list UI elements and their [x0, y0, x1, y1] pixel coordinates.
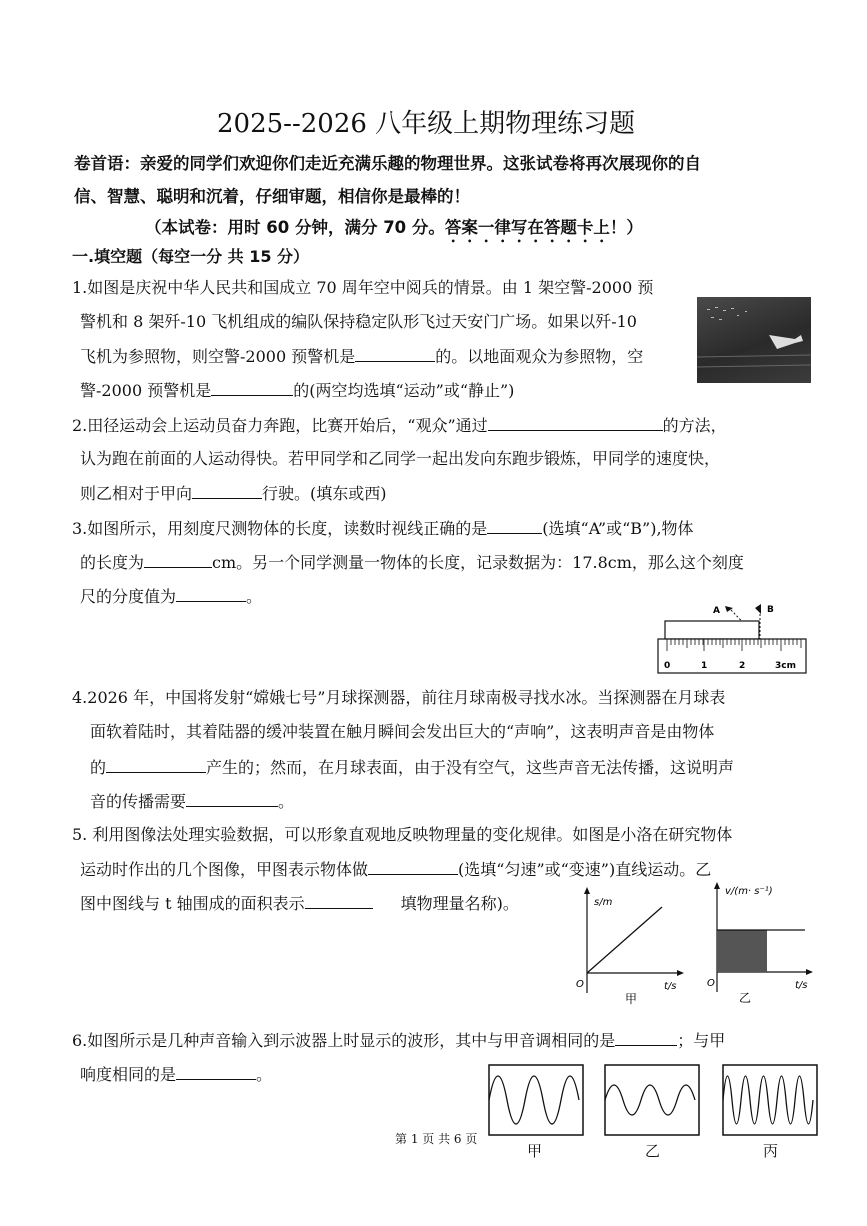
q5-blank-1[interactable]	[368, 859, 458, 875]
q5-text: (选填“匀速”或“变速”)直线运动。乙	[458, 860, 712, 879]
q3-blank-1[interactable]	[487, 518, 542, 534]
q3-line-1	[72, 518, 694, 539]
q4-text: 音的传播需要	[90, 792, 187, 811]
sight-label-b: B	[767, 605, 774, 615]
q2-text: 则乙相对于甲向	[80, 484, 193, 503]
wave-caption-yi: 乙	[645, 1142, 661, 1160]
q6-line-2	[80, 1064, 272, 1085]
x-arrow-icon	[677, 970, 684, 976]
page-title: 2025--2026 八年级上期物理练习题	[217, 109, 636, 139]
graph-yi	[705, 880, 817, 1010]
parade-photo	[697, 297, 811, 383]
oscilloscope-frame	[605, 1065, 699, 1135]
q1-line-1: 1.如图是庆祝中华人民共和国成立 70 周年空中阅兵的情景。由 1 架空警-2000 预	[72, 278, 654, 297]
q3-text: cm。另一个同学测量一物体的长度，记录数据为：17.8cm，那么这个刻度	[212, 553, 744, 572]
shaded-area	[717, 930, 767, 972]
q3-text: 。	[246, 587, 263, 606]
aircraft-formation-icon	[697, 297, 811, 383]
q5-text: 填物理量名称)。	[400, 894, 519, 913]
q1-text: 警-2000 预警机是	[80, 381, 212, 400]
q3-blank-3[interactable]	[176, 586, 246, 602]
q6-blank-1[interactable]	[615, 1030, 677, 1046]
waveform-bing	[722, 1064, 818, 1136]
y-label: v/(m· s⁻¹)	[725, 886, 773, 897]
q3-text: 的长度为	[80, 553, 145, 572]
q1-blank-2[interactable]	[211, 380, 293, 396]
y-arrow-icon	[584, 887, 590, 894]
intro-exam-info: （本试卷：用时 60 分钟，满分 70 分。	[145, 218, 445, 237]
q4-text: 的	[90, 758, 107, 777]
q3-text: 3.如图所示，用刻度尺测物体的长度，读数时视线正确的是	[72, 519, 488, 538]
q1-line-3	[80, 346, 643, 367]
q1-text: 的(两空均选填“运动”或“静止”)	[293, 381, 515, 400]
oscilloscope-frame	[489, 1065, 583, 1135]
x-label: t/s	[664, 981, 677, 992]
wave-caption-bing: 丙	[763, 1142, 779, 1160]
sight-label-a: A	[713, 606, 720, 616]
q5-line-1: 5. 利用图像法处理实验数据，可以形象直观地反映物理量的变化规律。如图是小洛在研究物体	[72, 825, 733, 844]
eye-b-icon	[755, 604, 761, 614]
q5-text: 运动时作出的几个图像，甲图表示物体做	[80, 860, 369, 879]
q5-line-3	[80, 893, 519, 914]
q1-line-2: 警机和 8 架歼-10 飞机组成的编队保持稳定队形飞过天安门广场。如果以歼-10	[80, 312, 637, 331]
q4-blank-2[interactable]	[186, 791, 278, 807]
q1-line-4	[80, 380, 514, 401]
y-arrow-icon	[714, 882, 720, 889]
q3-text: (选填“A”或“B”),物体	[542, 519, 694, 538]
q4-text: 。	[278, 792, 295, 811]
x-label: t/s	[795, 980, 808, 991]
graph-caption: 甲	[625, 992, 638, 1006]
q2-text: 2.田径运动会上运动员奋力奔跑，比赛开始后，“观众”通过	[72, 416, 488, 435]
intro-close: ！）	[609, 218, 643, 237]
q6-text: 6.如图所示是几种声音输入到示波器上时显示的波形，其中与甲音调相同的是	[72, 1031, 616, 1050]
q2-blank-2[interactable]	[192, 483, 262, 499]
q3-line-2	[80, 552, 744, 573]
q1-blank-1[interactable]	[355, 346, 435, 362]
q2-text: 的方法，	[662, 416, 727, 435]
q3-text: 尺的分度值为	[80, 587, 177, 606]
origin-label: O	[576, 979, 584, 990]
q4-line-4	[90, 791, 294, 812]
q4-line-3	[90, 757, 734, 778]
q4-line-1: 4.2026 年，中国将发射“嫦娥七号”月球探测器，前往月球南极寻找水冰。当探测器在月球表	[72, 688, 726, 707]
q6-text: ；与甲	[677, 1031, 726, 1050]
q4-line-2: 面软着陆时，其着陆器的缓冲装置在触月瞬间会发出巨大的“声响”，这表明声音是由物体	[90, 722, 715, 741]
y-label: s/m	[594, 897, 613, 908]
q2-line-2: 认为跑在前面的人运动得快。若甲同学和乙同学一起出发向东跑步锻炼，甲同学的速度快，	[80, 449, 721, 468]
page-footer: 第 1 页 共 6 页	[395, 1132, 478, 1146]
waveform-yi	[604, 1064, 700, 1136]
q5-text: 图中图线与 t 轴围成的面积表示	[80, 894, 305, 913]
q3-line-3	[80, 586, 262, 607]
q5-line-2	[80, 859, 711, 880]
wave-caption-jia: 甲	[527, 1142, 543, 1160]
ruler-tick-label: 1	[701, 661, 708, 671]
graph-caption: 乙	[739, 991, 752, 1005]
intro-line-1: 卷首语：亲爱的同学们欢迎你们走近充满乐趣的物理世界。这张试卷将再次展现你的自	[74, 154, 701, 173]
x-arrow-icon	[806, 969, 813, 975]
q4-blank-1[interactable]	[106, 757, 206, 773]
q6-text: 响度相同的是	[80, 1065, 177, 1084]
q1-text: 飞机为参照物，则空警-2000 预警机是	[80, 347, 356, 366]
origin-label: O	[707, 978, 715, 989]
intro-line-2: 信、智慧、聪明和沉着，仔细审题，相信你是最棒的！	[74, 187, 470, 206]
q6-text: 。	[256, 1065, 273, 1084]
q5-blank-2[interactable]	[305, 893, 373, 909]
q2-line-3	[80, 483, 387, 504]
ruler-tick-label: 0	[664, 661, 671, 671]
measured-object	[665, 621, 759, 639]
graph-jia	[572, 885, 690, 1010]
ruler-tick-label: 3cm	[775, 661, 796, 671]
q2-blank-1[interactable]	[488, 415, 663, 431]
ruler-figure	[655, 600, 810, 678]
intro-emphasis: 答案一律写在答题卡上	[444, 218, 610, 237]
q6-blank-2[interactable]	[176, 1064, 256, 1080]
q2-line-1	[72, 415, 727, 436]
intro-line-3	[145, 214, 643, 246]
ruler-tick-label: 2	[739, 661, 746, 671]
section-heading-fill-in: 一.填空题（每空一分 共 15 分）	[72, 247, 310, 266]
q4-text: 产生的；然而，在月球表面，由于没有空气，这些声音无法传播，这说明声	[206, 758, 735, 777]
q1-text: 的。以地面观众为参照物，空	[435, 347, 644, 366]
q3-blank-2[interactable]	[144, 552, 212, 568]
q6-line-1	[72, 1030, 725, 1051]
s-t-line	[587, 907, 662, 973]
waveform-jia	[488, 1064, 584, 1136]
q2-text: 行驶。(填东或西)	[262, 484, 387, 503]
oscilloscope-frame	[723, 1065, 817, 1135]
